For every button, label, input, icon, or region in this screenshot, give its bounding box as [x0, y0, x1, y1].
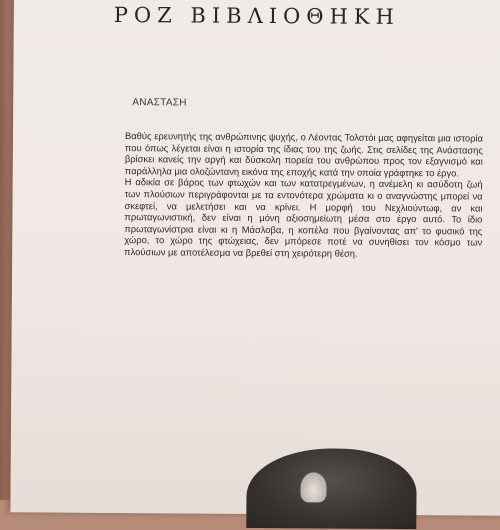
cover-illustration-highlight [300, 472, 326, 502]
book-title: ΑΝΑΣΤΑΣΗ [132, 97, 187, 109]
book-description [124, 130, 483, 260]
cover-illustration [246, 448, 417, 529]
book-back-cover [10, 0, 500, 516]
series-title: ΡΟΖ ΒΙΒΛΙΟΘΗΚΗ [113, 2, 400, 29]
description-paragraph-1: Βαθύς ερευνητής της ανθρώπινης ψυχής, ο Λέοντας Τολστόι μας αφηγείται μια ιστορία που όπως λέγεται είναι η ιστορία της ίδιας του της ζωής. Στις σελίδες της Ανάστασης βρίσκει κανείς την αργή και δύσκολη πορεία του ανθρώπου προς τον εξαγνισμό και παράλληλα μια ολοζώντανη εικόνα της εποχής κατά την οποία γράφτηκε το έργο. [124, 130, 484, 179]
description-paragraph-2: Η αδικία σε βάρος των φτωχών και των κατατρεγμένων, η ανέμελη κι ασύδοτη ζωή των πλούσιων περιγράφονται με τα εντονότερα χρώματα κι ο αναγνώστης μπορεί να σκεφτεί, να μελετήσει και να κρίνει. Η μορφή του Νεχλιούντωφ, αν και πρωταγωνιστική, δεν είναι η μόνη αξιοσημείωτη μέσα στο έργο αυτό. Το ίδιο πρωταγωνίστρια είναι κι η Μάσλοβα, η κοπέλα που βγαίνοντας απ' το φυσικό της χώρο, το χώρο της φτώχειας, δεν μπόρεσε ποτέ να συνηθίσει τον κόσμο των πλούσιων με αποτέλεσμα να βρεθεί στη χειρότερη θέση. [124, 176, 483, 259]
